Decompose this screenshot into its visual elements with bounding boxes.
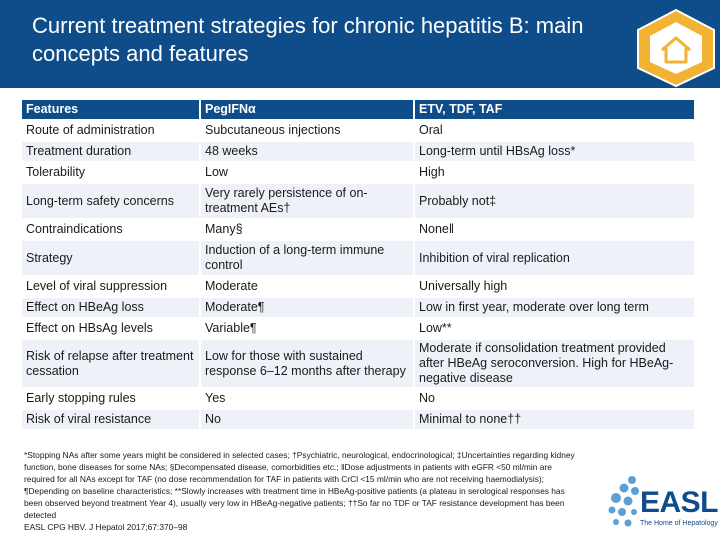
table-row xyxy=(22,388,694,409)
nas-cell: Universally high xyxy=(414,276,694,297)
footnote-text: *Stopping NAs after some years might be considered in selected cases; †Psychiatric, neurological, endocrinological; ‡Uncertainties regarding kidney function, bone diseases for some NAs; §Decompensated disease, comorbidities etc.; ‖Dose adjustments in patients with eGFR <50 ml/min are required for all NAs except for TAF (no dose recommendation for TAF in patients with CrCl <15 ml/min who are not receiving haemodialysis); ¶Depending on baseline characteristics; **Slowly increases with treatment time in HBeAg-positive patients (a plateau in serological responses has been observed beyond treatment Year 4), usually very low in HBeAg-negative patients; ††So far no TDF or TAF resistance development has been detected xyxy=(24,450,575,520)
row-label: Early stopping rules xyxy=(22,388,200,409)
row-label: Tolerability xyxy=(22,162,200,183)
row-label: Level of viral suppression xyxy=(22,276,200,297)
row-label: Treatment duration xyxy=(22,141,200,162)
pegifn-cell: No xyxy=(200,409,414,430)
pegifn-cell: Induction of a long-term immune control xyxy=(200,240,414,276)
nas-cell: Inhibition of viral replication xyxy=(414,240,694,276)
house-icon xyxy=(634,8,718,88)
table-row xyxy=(22,297,694,318)
nas-cell: No xyxy=(414,388,694,409)
table-row xyxy=(22,219,694,240)
nas-cell: Low in first year, moderate over long term xyxy=(414,297,694,318)
nas-cell: Minimal to none†† xyxy=(414,409,694,430)
row-label: Route of administration xyxy=(22,120,200,141)
row-label: Strategy xyxy=(22,240,200,276)
row-label: Long-term safety concerns xyxy=(22,183,200,219)
title-banner xyxy=(0,0,720,88)
table-row xyxy=(22,162,694,183)
nas-cell: Low** xyxy=(414,318,694,339)
table-row xyxy=(22,409,694,430)
table-row xyxy=(22,318,694,339)
row-label: Risk of relapse after treatment cessation xyxy=(22,339,200,388)
table-row xyxy=(22,141,694,162)
citation: EASL CPG HBV. J Hepatol 2017;67:370–98 xyxy=(24,522,188,532)
nas-cell: Long-term until HBsAg loss* xyxy=(414,141,694,162)
pegifn-cell: Many§ xyxy=(200,219,414,240)
row-label: Risk of viral resistance xyxy=(22,409,200,430)
pegifn-cell: Moderate xyxy=(200,276,414,297)
row-label: Effect on HBsAg levels xyxy=(22,318,200,339)
row-label: Effect on HBeAg loss xyxy=(22,297,200,318)
nas-cell: Moderate if consolidation treatment provided after HBeAg seroconversion. High for HBeAg-negative disease xyxy=(414,339,694,388)
column-header-features: Features xyxy=(22,100,200,120)
pegifn-cell: Very rarely persistence of on-treatment AEs† xyxy=(200,183,414,219)
column-header-pegifn: PegIFNα xyxy=(200,100,414,120)
pegifn-cell: Variable¶ xyxy=(200,318,414,339)
pegifn-cell: Subcutaneous injections xyxy=(200,120,414,141)
table-header-row xyxy=(22,100,694,120)
table-row xyxy=(22,183,694,219)
pegifn-cell: Low xyxy=(200,162,414,183)
table-row xyxy=(22,276,694,297)
pegifn-cell: Moderate¶ xyxy=(200,297,414,318)
table-row xyxy=(22,240,694,276)
nas-cell: Oral xyxy=(414,120,694,141)
easl-tagline: The Home of Hepatology xyxy=(640,520,718,527)
column-header-nas: ETV, TDF, TAF xyxy=(414,100,694,120)
nas-cell: Probably not‡ xyxy=(414,183,694,219)
pegifn-cell: 48 weeks xyxy=(200,141,414,162)
comparison-table xyxy=(22,100,694,431)
pegifn-cell: Low for those with sustained response 6–12 months after therapy xyxy=(200,339,414,388)
row-label: Contraindications xyxy=(22,219,200,240)
easl-logo-text: EASL xyxy=(640,486,719,519)
footnotes xyxy=(24,449,584,533)
nas-cell: High xyxy=(414,162,694,183)
pegifn-cell: Yes xyxy=(200,388,414,409)
nas-cell: None‖ xyxy=(414,219,694,240)
page-title: Current treatment strategies for chronic hepatitis B: main concepts and features xyxy=(32,13,584,66)
easl-dots-icon xyxy=(606,474,642,534)
table-row xyxy=(22,339,694,388)
table-row xyxy=(22,120,694,141)
